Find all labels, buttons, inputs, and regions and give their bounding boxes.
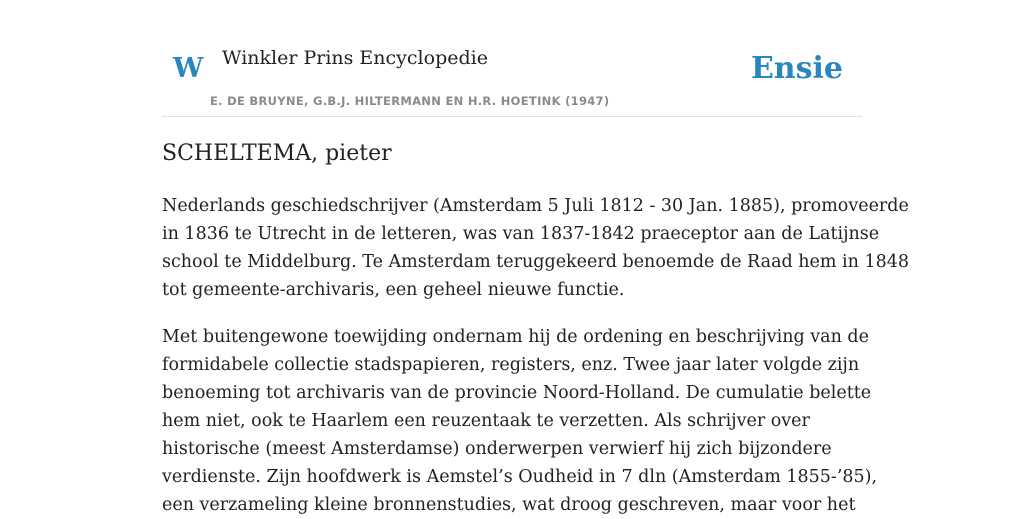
paragraph-line: benoeming tot archivaris van de provincie Noord-Holland. De cumulatie belette [162, 383, 872, 403]
paragraph-line: Nederlands geschiedschrijver (Amsterdam 5 Juli 1812 - 30 Jan. 1885), promoveerde [162, 196, 909, 216]
article-title: SCHELTEMA, pieter [162, 141, 392, 166]
paragraph-line: in 1836 te Utrecht in de letteren, was van 1837-1842 praeceptor aan de Latijnse [162, 224, 880, 244]
article-paragraph [162, 323, 878, 519]
paragraph-line: hem niet, ook te Haarlem een reuzentaak te verzetten. Als schrijver over [162, 411, 810, 431]
site-logo-icon[interactable]: W [173, 53, 204, 84]
paragraph-line: tot gemeente-archivaris, een geheel nieuwe functie. [162, 280, 625, 300]
edition-credits: E. DE BRUYNE, G.B.J. HILTERMANN EN H.R. HOETINK (1947) [210, 94, 610, 108]
paragraph-line: verdienste. Zijn hoofdwerk is Aemstel’s Oudheid in 7 dln (Amsterdam 1855-’85), [162, 467, 878, 487]
site-title[interactable]: Winkler Prins Encyclopedie [222, 47, 488, 69]
paragraph-line: een verzameling kleine bronnenstudies, wat droog geschreven, maar voor het [162, 495, 856, 515]
paragraph-line: historische (meest Amsterdamse) onderwerpen verwierf hij zich bijzondere [162, 439, 832, 459]
paragraph-line: school te Middelburg. Te Amsterdam teruggekeerd benoemde de Raad hem in 1848 [162, 252, 910, 272]
paragraph-line: Met buitengewone toewijding ondernam hij de ordening en beschrijving van de [162, 327, 869, 347]
site-header [162, 0, 862, 117]
brand-logo[interactable]: Ensie [750, 51, 843, 86]
article-paragraph [162, 192, 910, 304]
paragraph-line: formidabele collectie stadspapieren, registers, enz. Twee jaar later volgde zijn [162, 355, 860, 375]
article-body [162, 138, 910, 519]
